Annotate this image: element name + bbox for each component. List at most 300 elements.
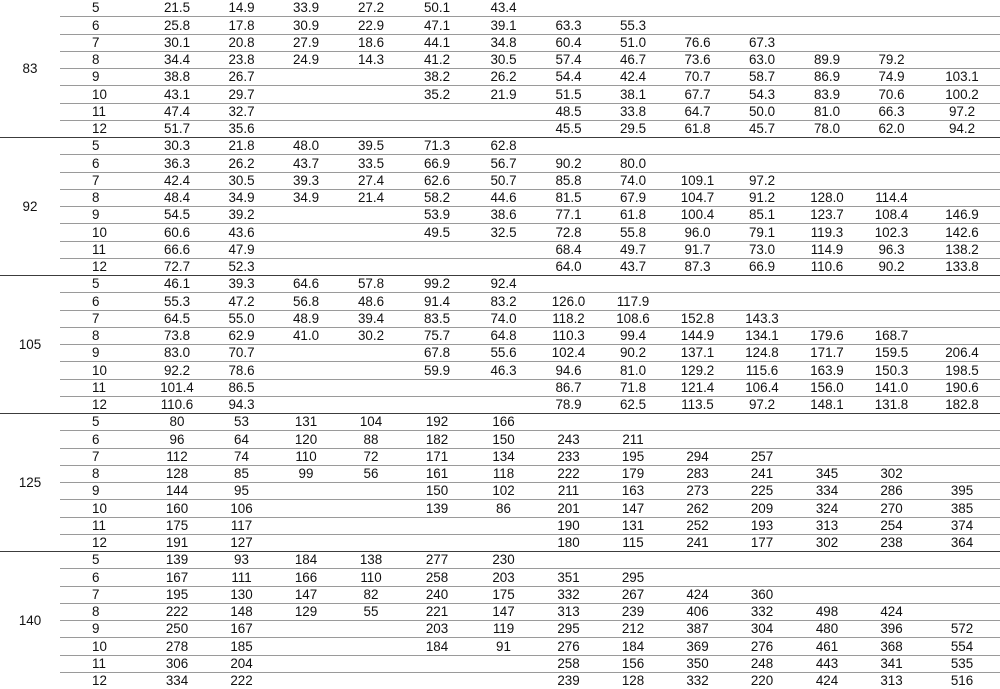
value-cell: 152.8 bbox=[666, 310, 729, 327]
value-cell: 110 bbox=[274, 448, 338, 465]
value-cell bbox=[338, 86, 404, 103]
value-cell bbox=[795, 586, 859, 603]
value-cell: 221 bbox=[404, 603, 470, 620]
value-cell: 41.2 bbox=[404, 51, 470, 68]
value-cell: 43.4 bbox=[470, 0, 537, 17]
value-cell: 175 bbox=[470, 586, 537, 603]
value-cell bbox=[338, 621, 404, 638]
value-cell: 79.1 bbox=[729, 224, 795, 241]
value-cell: 424 bbox=[859, 603, 924, 620]
value-cell: 175 bbox=[145, 517, 209, 534]
value-cell: 286 bbox=[859, 483, 924, 500]
value-cell: 86.9 bbox=[795, 69, 859, 86]
value-cell: 313 bbox=[859, 672, 924, 689]
value-cell: 150 bbox=[470, 431, 537, 448]
value-cell: 184 bbox=[404, 638, 470, 655]
value-cell: 64.6 bbox=[274, 276, 338, 293]
value-cell: 150 bbox=[404, 483, 470, 500]
value-cell: 118 bbox=[470, 465, 537, 482]
value-cell: 76.6 bbox=[666, 34, 729, 51]
value-cell bbox=[795, 310, 859, 327]
value-cell: 104.7 bbox=[666, 189, 729, 206]
value-cell: 141.0 bbox=[859, 379, 924, 396]
value-cell: 209 bbox=[729, 500, 795, 517]
value-cell: 70.7 bbox=[209, 345, 274, 362]
value-cell: 387 bbox=[666, 621, 729, 638]
value-cell bbox=[470, 655, 537, 672]
table-row bbox=[0, 103, 1000, 120]
value-cell bbox=[795, 138, 859, 155]
value-cell: 294 bbox=[666, 448, 729, 465]
group-label: 140 bbox=[0, 552, 60, 689]
row-key-cell: 11 bbox=[60, 103, 145, 120]
value-cell: 55.8 bbox=[600, 224, 666, 241]
value-cell bbox=[924, 172, 1000, 189]
value-cell: 78.9 bbox=[537, 396, 600, 413]
value-cell: 131 bbox=[274, 414, 338, 431]
value-cell bbox=[404, 103, 470, 120]
value-cell bbox=[666, 155, 729, 172]
value-cell: 134.1 bbox=[729, 327, 795, 344]
value-cell bbox=[537, 414, 600, 431]
value-cell: 160 bbox=[145, 500, 209, 517]
value-cell: 53.9 bbox=[404, 207, 470, 224]
value-cell: 91.2 bbox=[729, 189, 795, 206]
value-cell: 142.6 bbox=[924, 224, 1000, 241]
value-cell bbox=[274, 500, 338, 517]
value-cell: 67.9 bbox=[600, 189, 666, 206]
value-cell: 185 bbox=[209, 638, 274, 655]
value-cell: 147 bbox=[470, 603, 537, 620]
value-cell: 24.9 bbox=[274, 51, 338, 68]
row-key-cell: 9 bbox=[60, 207, 145, 224]
value-cell bbox=[404, 241, 470, 258]
value-cell bbox=[729, 0, 795, 17]
value-cell: 62.8 bbox=[470, 138, 537, 155]
value-cell: 50.0 bbox=[729, 103, 795, 120]
value-cell: 85.8 bbox=[537, 172, 600, 189]
value-cell: 364 bbox=[924, 534, 1000, 551]
value-cell: 211 bbox=[537, 483, 600, 500]
value-cell: 119 bbox=[470, 621, 537, 638]
value-cell: 17.8 bbox=[209, 17, 274, 34]
value-cell: 461 bbox=[795, 638, 859, 655]
value-cell: 101.4 bbox=[145, 379, 209, 396]
value-cell: 100.2 bbox=[924, 86, 1000, 103]
value-cell: 128 bbox=[600, 672, 666, 689]
value-cell: 108.4 bbox=[859, 207, 924, 224]
value-cell: 252 bbox=[666, 517, 729, 534]
value-cell: 222 bbox=[537, 465, 600, 482]
table-row bbox=[0, 603, 1000, 620]
row-key-cell: 7 bbox=[60, 34, 145, 51]
value-cell bbox=[470, 120, 537, 137]
value-cell bbox=[924, 138, 1000, 155]
value-cell: 120 bbox=[274, 431, 338, 448]
value-cell: 91.4 bbox=[404, 293, 470, 310]
value-cell: 47.4 bbox=[145, 103, 209, 120]
value-cell bbox=[338, 672, 404, 689]
value-cell: 14.9 bbox=[209, 0, 274, 17]
value-cell: 82 bbox=[338, 586, 404, 603]
value-cell: 44.6 bbox=[470, 189, 537, 206]
value-cell: 47.9 bbox=[209, 241, 274, 258]
value-cell: 267 bbox=[600, 586, 666, 603]
row-key-cell: 6 bbox=[60, 431, 145, 448]
value-cell: 21.4 bbox=[338, 189, 404, 206]
value-cell bbox=[859, 155, 924, 172]
value-cell: 59.9 bbox=[404, 362, 470, 379]
value-cell: 368 bbox=[859, 638, 924, 655]
row-key-cell: 8 bbox=[60, 189, 145, 206]
value-cell bbox=[274, 534, 338, 551]
value-cell bbox=[470, 534, 537, 551]
row-key-cell: 8 bbox=[60, 465, 145, 482]
value-cell: 156.0 bbox=[795, 379, 859, 396]
value-cell: 167 bbox=[209, 621, 274, 638]
group-label: 92 bbox=[0, 138, 60, 276]
value-cell: 241 bbox=[666, 534, 729, 551]
value-cell bbox=[338, 483, 404, 500]
value-cell: 32.5 bbox=[470, 224, 537, 241]
value-cell: 46.3 bbox=[470, 362, 537, 379]
value-cell: 94.6 bbox=[537, 362, 600, 379]
value-cell: 127 bbox=[209, 534, 274, 551]
value-cell: 184 bbox=[274, 552, 338, 569]
value-cell bbox=[924, 448, 1000, 465]
value-cell bbox=[666, 431, 729, 448]
value-cell: 54.4 bbox=[537, 69, 600, 86]
value-cell bbox=[274, 379, 338, 396]
value-cell: 350 bbox=[666, 655, 729, 672]
value-cell: 110.6 bbox=[145, 396, 209, 413]
value-cell: 109.1 bbox=[666, 172, 729, 189]
row-key-cell: 12 bbox=[60, 534, 145, 551]
value-cell: 51.0 bbox=[600, 34, 666, 51]
value-cell: 68.4 bbox=[537, 241, 600, 258]
value-cell bbox=[924, 552, 1000, 569]
row-key-cell: 6 bbox=[60, 293, 145, 310]
value-cell bbox=[859, 431, 924, 448]
value-cell: 74.0 bbox=[600, 172, 666, 189]
value-cell: 87.3 bbox=[666, 258, 729, 275]
value-cell: 39.3 bbox=[274, 172, 338, 189]
value-cell: 57.8 bbox=[338, 276, 404, 293]
value-cell: 60.6 bbox=[145, 224, 209, 241]
value-cell: 166 bbox=[274, 569, 338, 586]
value-cell: 262 bbox=[666, 500, 729, 517]
value-cell: 47.1 bbox=[404, 17, 470, 34]
value-cell: 78.6 bbox=[209, 362, 274, 379]
value-cell: 306 bbox=[145, 655, 209, 672]
value-cell: 182.8 bbox=[924, 396, 1000, 413]
value-cell: 516 bbox=[924, 672, 1000, 689]
value-cell: 48.4 bbox=[145, 189, 209, 206]
row-key-cell: 10 bbox=[60, 224, 145, 241]
value-cell: 97.2 bbox=[924, 103, 1000, 120]
value-cell: 138 bbox=[338, 552, 404, 569]
value-cell: 34.9 bbox=[209, 189, 274, 206]
row-key-cell: 10 bbox=[60, 362, 145, 379]
value-cell: 273 bbox=[666, 483, 729, 500]
row-key-cell: 9 bbox=[60, 69, 145, 86]
value-cell: 118.2 bbox=[537, 310, 600, 327]
value-cell bbox=[274, 241, 338, 258]
value-cell bbox=[666, 0, 729, 17]
value-cell: 63.0 bbox=[729, 51, 795, 68]
table-row bbox=[0, 362, 1000, 379]
table-row bbox=[0, 448, 1000, 465]
value-cell: 27.4 bbox=[338, 172, 404, 189]
value-cell: 99 bbox=[274, 465, 338, 482]
value-cell: 110.3 bbox=[537, 327, 600, 344]
value-cell: 77.1 bbox=[537, 207, 600, 224]
table-row bbox=[0, 69, 1000, 86]
value-cell: 159.5 bbox=[859, 345, 924, 362]
value-cell: 304 bbox=[729, 621, 795, 638]
value-cell bbox=[666, 414, 729, 431]
value-cell: 184 bbox=[600, 638, 666, 655]
value-cell: 39.5 bbox=[338, 138, 404, 155]
value-cell: 147 bbox=[274, 586, 338, 603]
value-cell bbox=[859, 448, 924, 465]
value-cell: 73.6 bbox=[666, 51, 729, 68]
value-cell: 443 bbox=[795, 655, 859, 672]
value-cell: 131.8 bbox=[859, 396, 924, 413]
value-cell: 21.9 bbox=[470, 86, 537, 103]
value-cell: 62.5 bbox=[600, 396, 666, 413]
value-cell bbox=[600, 276, 666, 293]
value-cell: 115.6 bbox=[729, 362, 795, 379]
value-cell: 14.3 bbox=[338, 51, 404, 68]
row-key-cell: 6 bbox=[60, 155, 145, 172]
value-cell: 43.7 bbox=[600, 258, 666, 275]
table-row bbox=[0, 465, 1000, 482]
value-cell: 80 bbox=[145, 414, 209, 431]
value-cell: 283 bbox=[666, 465, 729, 482]
value-cell: 103.1 bbox=[924, 69, 1000, 86]
value-cell: 61.8 bbox=[600, 207, 666, 224]
value-cell: 144.9 bbox=[666, 327, 729, 344]
value-cell: 150.3 bbox=[859, 362, 924, 379]
row-key-cell: 5 bbox=[60, 552, 145, 569]
value-cell: 128 bbox=[145, 465, 209, 482]
value-cell: 30.3 bbox=[145, 138, 209, 155]
value-cell: 83.2 bbox=[470, 293, 537, 310]
value-cell bbox=[729, 552, 795, 569]
value-cell: 396 bbox=[859, 621, 924, 638]
value-cell: 63.3 bbox=[537, 17, 600, 34]
value-cell: 572 bbox=[924, 621, 1000, 638]
value-cell: 71.3 bbox=[404, 138, 470, 155]
value-cell: 94.2 bbox=[924, 120, 1000, 137]
value-cell bbox=[924, 155, 1000, 172]
value-cell: 26.7 bbox=[209, 69, 274, 86]
row-key-cell: 8 bbox=[60, 51, 145, 68]
value-cell bbox=[924, 17, 1000, 34]
value-cell bbox=[729, 138, 795, 155]
row-key-cell: 9 bbox=[60, 483, 145, 500]
table-row bbox=[0, 569, 1000, 586]
value-cell: 94.3 bbox=[209, 396, 274, 413]
value-cell bbox=[338, 241, 404, 258]
value-cell: 168.7 bbox=[859, 327, 924, 344]
value-cell: 39.4 bbox=[338, 310, 404, 327]
value-cell: 193 bbox=[729, 517, 795, 534]
value-cell bbox=[338, 103, 404, 120]
value-cell bbox=[795, 155, 859, 172]
value-cell bbox=[795, 17, 859, 34]
value-cell: 34.9 bbox=[274, 189, 338, 206]
value-cell: 23.8 bbox=[209, 51, 274, 68]
row-key-cell: 12 bbox=[60, 120, 145, 137]
value-cell: 108.6 bbox=[600, 310, 666, 327]
value-cell: 104 bbox=[338, 414, 404, 431]
value-cell bbox=[338, 345, 404, 362]
value-cell: 257 bbox=[729, 448, 795, 465]
value-cell: 156 bbox=[600, 655, 666, 672]
value-cell bbox=[274, 638, 338, 655]
value-cell: 38.2 bbox=[404, 69, 470, 86]
value-cell: 190.6 bbox=[924, 379, 1000, 396]
value-cell bbox=[600, 0, 666, 17]
value-cell: 83.9 bbox=[795, 86, 859, 103]
value-cell: 138.2 bbox=[924, 241, 1000, 258]
value-cell: 278 bbox=[145, 638, 209, 655]
value-cell bbox=[338, 362, 404, 379]
value-cell: 85 bbox=[209, 465, 274, 482]
value-cell: 62.6 bbox=[404, 172, 470, 189]
value-cell: 240 bbox=[404, 586, 470, 603]
value-cell bbox=[924, 0, 1000, 17]
value-cell: 332 bbox=[537, 586, 600, 603]
value-cell: 254 bbox=[859, 517, 924, 534]
table-row bbox=[0, 552, 1000, 569]
value-cell bbox=[338, 517, 404, 534]
value-cell: 148 bbox=[209, 603, 274, 620]
value-cell: 313 bbox=[537, 603, 600, 620]
row-key-cell: 11 bbox=[60, 379, 145, 396]
value-cell: 270 bbox=[859, 500, 924, 517]
value-cell: 225 bbox=[729, 483, 795, 500]
value-cell: 67.8 bbox=[404, 345, 470, 362]
value-cell: 146.9 bbox=[924, 207, 1000, 224]
table-row bbox=[0, 534, 1000, 551]
table-row bbox=[0, 207, 1000, 224]
value-cell: 163 bbox=[600, 483, 666, 500]
value-cell: 66.9 bbox=[404, 155, 470, 172]
table-row bbox=[0, 327, 1000, 344]
row-key-cell: 12 bbox=[60, 258, 145, 275]
row-key-cell: 9 bbox=[60, 621, 145, 638]
value-cell: 131 bbox=[600, 517, 666, 534]
value-cell: 115 bbox=[600, 534, 666, 551]
value-cell: 211 bbox=[600, 431, 666, 448]
value-cell: 67.3 bbox=[729, 34, 795, 51]
value-cell: 36.3 bbox=[145, 155, 209, 172]
value-cell: 45.5 bbox=[537, 120, 600, 137]
value-cell: 30.9 bbox=[274, 17, 338, 34]
value-cell: 43.6 bbox=[209, 224, 274, 241]
value-cell: 72.8 bbox=[537, 224, 600, 241]
row-key-cell: 5 bbox=[60, 276, 145, 293]
value-cell: 58.2 bbox=[404, 189, 470, 206]
row-key-cell: 12 bbox=[60, 672, 145, 689]
value-cell bbox=[537, 0, 600, 17]
value-cell bbox=[666, 569, 729, 586]
group-label: 125 bbox=[0, 414, 60, 552]
table-row bbox=[0, 293, 1000, 310]
value-cell bbox=[795, 172, 859, 189]
value-cell: 30.5 bbox=[470, 51, 537, 68]
value-cell: 46.1 bbox=[145, 276, 209, 293]
value-cell: 43.7 bbox=[274, 155, 338, 172]
value-cell: 239 bbox=[600, 603, 666, 620]
value-cell: 66.6 bbox=[145, 241, 209, 258]
value-cell: 86.5 bbox=[209, 379, 274, 396]
value-cell: 126.0 bbox=[537, 293, 600, 310]
value-cell: 64.7 bbox=[666, 103, 729, 120]
value-cell bbox=[338, 379, 404, 396]
value-cell: 206.4 bbox=[924, 345, 1000, 362]
value-cell: 80.0 bbox=[600, 155, 666, 172]
value-cell bbox=[859, 310, 924, 327]
value-cell: 61.8 bbox=[666, 120, 729, 137]
value-cell bbox=[859, 552, 924, 569]
table-row bbox=[0, 138, 1000, 155]
value-cell bbox=[338, 396, 404, 413]
value-cell: 25.8 bbox=[145, 17, 209, 34]
table-row bbox=[0, 586, 1000, 603]
row-key-cell: 7 bbox=[60, 586, 145, 603]
value-cell: 91.7 bbox=[666, 241, 729, 258]
value-cell bbox=[859, 293, 924, 310]
value-cell: 32.7 bbox=[209, 103, 274, 120]
table-row bbox=[0, 258, 1000, 275]
value-cell: 117 bbox=[209, 517, 274, 534]
value-cell bbox=[404, 517, 470, 534]
value-cell bbox=[666, 17, 729, 34]
table-row bbox=[0, 500, 1000, 517]
value-cell bbox=[338, 655, 404, 672]
group-label: 83 bbox=[0, 0, 60, 138]
value-cell bbox=[729, 293, 795, 310]
value-cell: 102.4 bbox=[537, 345, 600, 362]
value-cell bbox=[338, 207, 404, 224]
value-cell: 332 bbox=[729, 603, 795, 620]
value-cell: 117.9 bbox=[600, 293, 666, 310]
value-cell: 53 bbox=[209, 414, 274, 431]
value-cell: 111 bbox=[209, 569, 274, 586]
value-cell: 374 bbox=[924, 517, 1000, 534]
value-cell bbox=[924, 51, 1000, 68]
value-cell bbox=[274, 517, 338, 534]
value-cell: 128.0 bbox=[795, 189, 859, 206]
row-key-cell: 11 bbox=[60, 241, 145, 258]
value-cell bbox=[795, 414, 859, 431]
value-cell: 34.8 bbox=[470, 34, 537, 51]
value-cell bbox=[795, 0, 859, 17]
value-cell: 250 bbox=[145, 621, 209, 638]
value-cell: 38.6 bbox=[470, 207, 537, 224]
value-cell bbox=[404, 655, 470, 672]
row-key-cell: 7 bbox=[60, 310, 145, 327]
value-cell: 121.4 bbox=[666, 379, 729, 396]
value-cell bbox=[274, 621, 338, 638]
value-cell: 139 bbox=[404, 500, 470, 517]
value-cell bbox=[338, 69, 404, 86]
value-cell bbox=[470, 396, 537, 413]
